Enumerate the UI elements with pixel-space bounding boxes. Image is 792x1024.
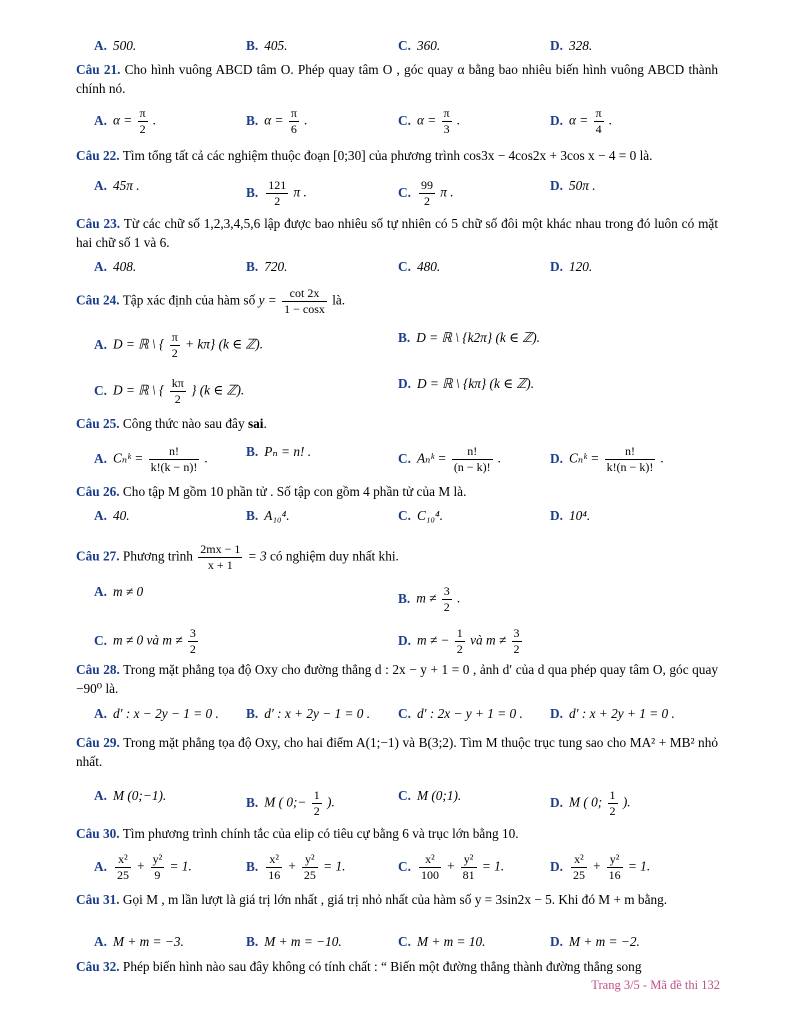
option-a [94, 706, 219, 722]
question-28 [76, 660, 718, 698]
option-letter: B. [246, 38, 259, 53]
option-letter: D. [398, 376, 411, 391]
fraction [608, 788, 618, 819]
option-text: Pₙ = n! . [264, 444, 312, 459]
fraction [571, 852, 587, 883]
option-prefix: M ( 0; [568, 794, 606, 810]
question-suffix: có nghiệm duy nhất khi. [269, 548, 399, 564]
fraction-numerator: x² [266, 852, 282, 868]
option-suffix: . [494, 450, 502, 466]
option-c [398, 444, 501, 475]
option-letter: C. [398, 858, 411, 874]
fraction-denominator: 2 [189, 642, 196, 656]
option-text: M + m = −2. [568, 934, 640, 949]
option-letter: B. [246, 794, 259, 810]
fraction-numerator: 121 [268, 178, 287, 192]
option-letter: A. [94, 178, 107, 193]
option-letter: B. [398, 330, 411, 345]
question-text: Phép biến hình nào sau đây không có tính chất : “ Biến một đường thẳng thành đường thẳng song [122, 959, 642, 974]
option-text: m ≠ 0 [112, 584, 144, 599]
q31-options [94, 934, 718, 954]
question-21 [76, 60, 718, 98]
option-letter: C. [398, 788, 411, 803]
fraction-numerator: 2mx − 1 [200, 542, 241, 556]
option-prefix: Cₙᵏ = [568, 450, 603, 466]
option-c [398, 934, 485, 950]
option-a [94, 38, 136, 54]
option-suffix: . [201, 450, 208, 466]
option-text: D = ℝ \ {k2π} (k ∈ ℤ). [416, 330, 540, 345]
fraction-denominator: 2 [609, 804, 616, 818]
fraction-numerator: π [290, 106, 297, 120]
option-text: M + m = 10. [416, 934, 486, 949]
option-letter: D. [550, 706, 563, 721]
option-text: 328. [568, 38, 593, 53]
option-letter: B. [246, 508, 259, 523]
option-suffix: . [657, 450, 664, 466]
option-a [94, 852, 192, 883]
option-d [550, 259, 592, 275]
option-b [246, 934, 342, 950]
option-prefix: α = [568, 112, 592, 128]
option-letter: A. [94, 508, 107, 523]
fraction-denominator: 16 [268, 868, 281, 882]
option-a [94, 330, 263, 361]
option-c [398, 788, 461, 804]
option-letter: D. [398, 632, 411, 648]
fraction-denominator: 25 [116, 868, 129, 882]
fraction-numerator: n! [149, 444, 200, 460]
fraction-denominator: 4 [595, 122, 602, 136]
option-letter: D. [550, 858, 563, 874]
fraction [419, 178, 435, 209]
fraction [302, 852, 318, 883]
option-letter: A. [94, 706, 107, 721]
page-footer: Trang 3/5 - Mã đề thi 132 [591, 978, 720, 992]
fraction [170, 330, 180, 361]
option-b [398, 330, 540, 346]
option-c [398, 178, 454, 209]
option-suffix: + kπ} (k ∈ ℤ). [181, 336, 264, 352]
option-suffix: π . [290, 184, 307, 200]
option-a [94, 584, 143, 600]
question-24 [76, 286, 718, 317]
option-text: 40. [112, 508, 130, 523]
question-number: Câu 22. [76, 148, 120, 163]
function-fraction [282, 286, 327, 317]
option-letter: D. [550, 38, 563, 53]
plus-sign: + [284, 858, 300, 874]
option-letter: B. [246, 184, 259, 200]
option-text: 408. [112, 259, 137, 274]
question-number: Câu 32. [76, 959, 120, 974]
option-prefix: M ( 0;− [264, 794, 310, 810]
option-d [550, 38, 592, 54]
option-letter: B. [246, 444, 259, 459]
fraction-denominator: 2 [423, 194, 430, 208]
q26-options [94, 508, 718, 528]
fraction-numerator: π [595, 106, 602, 120]
option-a [94, 934, 184, 950]
fraction-denominator: 2 [274, 194, 281, 208]
option-text: 120. [568, 259, 593, 274]
option-text: d′ : x + 2y − 1 = 0 . [264, 706, 371, 721]
option-suffix: . [453, 112, 461, 128]
fraction [452, 444, 493, 475]
option-mid: và m ≠ [466, 632, 510, 648]
option-b [246, 508, 290, 524]
option-c [398, 508, 443, 524]
fraction-denominator: 2 [171, 346, 178, 360]
option-prefix: Aₙᵏ = [416, 450, 450, 466]
question-number: Câu 23. [76, 216, 121, 231]
question-27 [76, 542, 718, 573]
option-letter: D. [550, 112, 563, 128]
option-letter: A. [94, 259, 107, 274]
fraction-denominator: 2 [443, 600, 450, 614]
option-letter: A. [94, 788, 107, 803]
q25-options [94, 444, 718, 474]
question-number: Câu 25. [76, 416, 120, 431]
option-letter: D. [550, 794, 563, 810]
option-letter: B. [398, 590, 411, 606]
option-suffix: ). [323, 794, 335, 810]
fraction-numerator: n! [605, 444, 656, 460]
option-d [550, 508, 590, 524]
fraction-numerator: 99 [420, 178, 433, 192]
option-letter: A. [94, 858, 107, 874]
option-letter: D. [550, 450, 563, 466]
fraction-denominator: 2 [313, 804, 320, 818]
fraction-numerator: y² [152, 852, 163, 866]
option-b [246, 178, 307, 209]
option-text: 10⁴. [568, 508, 591, 523]
option-letter: C. [94, 632, 107, 648]
q28-options [94, 706, 718, 726]
option-text: M + m = −3. [112, 934, 184, 949]
plus-sign: + [588, 858, 605, 874]
equals-one: = 1. [624, 858, 651, 874]
option-a [94, 259, 136, 275]
equals-one: = 1. [478, 858, 505, 874]
plus-sign: + [442, 858, 459, 874]
question-text: Từ các chữ số 1,2,3,4,5,6 lập được bao nhiêu số tự nhiên có 5 chữ số đôi một khác nhau trong đó luôn có mặt hai chữ số 1 và 6. [76, 216, 719, 250]
option-c [94, 626, 200, 657]
option-b [246, 706, 370, 722]
option-letter: B. [246, 934, 259, 949]
question-text: Trong mặt phẳng tọa độ Oxy cho đường thẳng d : 2x − y + 1 = 0 , ảnh d′ của d qua phép quay tâm O, góc quay −90⁰ là. [76, 662, 718, 696]
question-text: Tìm phương trình chính tắc của elip có tiêu cự bằng 6 và trục lớn bằng 10. [122, 826, 519, 841]
option-letter: A. [94, 336, 107, 352]
fraction [442, 584, 452, 615]
q24-options-row1 [94, 330, 718, 360]
option-letter: D. [550, 508, 563, 523]
q22-options [94, 178, 718, 208]
question-32 [76, 957, 718, 976]
question-end: . [263, 416, 267, 431]
question-31 [76, 890, 718, 909]
option-d [550, 788, 631, 819]
option-prefix: α = [416, 112, 440, 128]
option-a [94, 444, 208, 475]
option-prefix: Cₙᵏ = [112, 450, 147, 466]
fraction-numerator: 1 [313, 788, 320, 802]
option-letter: B. [246, 706, 259, 721]
q30-options [94, 852, 718, 882]
fraction [607, 852, 623, 883]
option-text: A₁₀⁴. [264, 508, 290, 523]
function-lhs: y = [258, 292, 281, 308]
option-b [246, 444, 311, 460]
option-text: d′ : 2x − y + 1 = 0 . [416, 706, 523, 721]
option-letter: A. [94, 450, 107, 466]
option-suffix: π . [436, 184, 454, 200]
equation-fraction [198, 542, 242, 573]
option-suffix: . [300, 112, 308, 128]
question-text: Công thức nào sau đây [122, 416, 248, 431]
fraction [151, 852, 165, 883]
fraction-numerator: 3 [443, 584, 450, 598]
option-prefix: α = [112, 112, 136, 128]
option-b [246, 852, 345, 883]
fraction-numerator: x² [419, 852, 441, 868]
option-suffix: ). [619, 794, 631, 810]
fraction-denominator: 16 [608, 868, 621, 882]
fraction-denominator: 6 [290, 122, 297, 136]
option-text: D = ℝ \ {kπ} (k ∈ ℤ). [416, 376, 535, 391]
question-number: Câu 31. [76, 892, 120, 907]
question-26 [76, 482, 718, 501]
option-letter: A. [94, 934, 107, 949]
question-number: Câu 24. [76, 292, 120, 308]
fraction-denominator: (n − k)! [453, 460, 491, 474]
option-b [246, 259, 287, 275]
fraction-numerator: y² [607, 852, 623, 868]
option-d [550, 106, 612, 137]
question-text: Phương trình [122, 548, 197, 564]
option-c [94, 376, 244, 407]
option-d [550, 178, 596, 194]
question-25 [76, 414, 718, 433]
option-letter: C. [398, 508, 411, 523]
question-number: Câu 27. [76, 548, 120, 564]
option-b [398, 584, 460, 615]
q27-options-row1 [94, 584, 718, 614]
option-c [398, 38, 440, 54]
question-text: Tìm tổng tất cả các nghiệm thuộc đoạn [0;30] của phương trình cos3x − 4cos2x + 3cos x − 4 = 0 là. [122, 148, 653, 163]
fraction [312, 788, 322, 819]
option-a [94, 106, 156, 137]
option-prefix: D = ℝ \ { [112, 336, 168, 352]
option-suffix: } (k ∈ ℤ). [187, 382, 245, 398]
fraction-numerator: y² [302, 852, 318, 868]
fraction-denominator: k!(k − n)! [150, 460, 198, 474]
option-b [246, 106, 308, 137]
fraction [605, 444, 656, 475]
option-letter: D. [550, 934, 563, 949]
option-d [550, 444, 664, 475]
q24-options-row2 [94, 376, 718, 406]
fraction-numerator: x² [115, 852, 131, 868]
fraction-denominator: 81 [462, 868, 475, 882]
option-d [398, 376, 534, 392]
option-letter: B. [246, 112, 259, 128]
option-letter: D. [550, 178, 563, 193]
fraction [188, 626, 198, 657]
option-suffix: . [453, 590, 461, 606]
option-text: 480. [416, 259, 441, 274]
fraction [455, 626, 465, 657]
option-letter: C. [398, 184, 411, 200]
fraction-numerator: π [139, 106, 146, 120]
fraction [266, 178, 288, 209]
option-letter: C. [398, 112, 411, 128]
option-a [94, 788, 166, 804]
fraction-numerator: π [443, 106, 450, 120]
option-prefix: m ≠ 0 và m ≠ [112, 632, 186, 648]
equation-rhs: = 3 [244, 548, 270, 564]
option-text: 720. [264, 259, 288, 274]
question-text: Tập xác định của hàm số [122, 292, 259, 308]
option-text: 500. [112, 38, 137, 53]
fraction [266, 852, 282, 883]
fraction [149, 444, 200, 475]
fraction-denominator: 100 [420, 868, 439, 882]
option-prefix: D = ℝ \ { [112, 382, 168, 398]
option-letter: C. [398, 934, 411, 949]
option-text: d′ : x − 2y − 1 = 0 . [112, 706, 219, 721]
fraction [289, 106, 299, 137]
option-d [398, 626, 524, 657]
question-29 [76, 733, 718, 771]
option-prefix: m ≠ [416, 590, 440, 606]
option-letter: A. [94, 584, 107, 599]
question-number: Câu 26. [76, 484, 120, 499]
option-letter: B. [246, 858, 259, 874]
fraction [419, 852, 441, 883]
question-number: Câu 21. [76, 62, 121, 77]
question-30 [76, 824, 718, 843]
option-c [398, 259, 440, 275]
option-a [94, 508, 130, 524]
question-number: Câu 30. [76, 826, 120, 841]
option-suffix: . [605, 112, 613, 128]
fraction-denominator: 25 [572, 868, 585, 882]
equals-one: = 1. [166, 858, 192, 874]
fraction-numerator: 3 [513, 626, 520, 640]
option-text: 50π . [568, 178, 596, 193]
question-22 [76, 146, 718, 165]
fraction-denominator: 1 − cosx [284, 302, 325, 316]
fraction [138, 106, 148, 137]
option-text: M (0;1). [416, 788, 462, 803]
option-text: C₁₀⁴. [416, 508, 443, 523]
fraction [594, 106, 604, 137]
option-text: M (0;−1). [112, 788, 167, 803]
option-letter: C. [398, 450, 411, 466]
option-prefix: α = [264, 112, 287, 128]
fraction-numerator: 1 [456, 626, 463, 640]
q27-options-row2 [94, 626, 718, 656]
option-c [398, 706, 523, 722]
option-letter: C. [398, 259, 411, 274]
fraction-denominator: 25 [303, 868, 316, 882]
q23-options [94, 259, 718, 279]
fraction-numerator: cot 2x [282, 286, 327, 302]
fraction [461, 852, 477, 883]
fraction-numerator: x² [571, 852, 587, 868]
q20-options [94, 38, 718, 58]
option-d [550, 706, 675, 722]
fraction-numerator: y² [461, 852, 477, 868]
option-letter: A. [94, 112, 107, 128]
fraction [170, 376, 186, 407]
fraction-denominator: 2 [513, 642, 520, 656]
option-text: M + m = −10. [264, 934, 342, 949]
option-text: 45π . [112, 178, 140, 193]
equals-one: = 1. [319, 858, 346, 874]
question-number: Câu 29. [76, 735, 120, 750]
option-letter: C. [94, 382, 107, 398]
option-text: 405. [264, 38, 288, 53]
option-letter: D. [550, 259, 563, 274]
question-text: Cho hình vuông ABCD tâm O. Phép quay tâm O , góc quay α bằng bao nhiêu biến hình vuông ABCD thành chính nó. [76, 62, 718, 96]
question-23 [76, 214, 718, 252]
option-c [398, 106, 460, 137]
fraction-denominator: 2 [139, 122, 146, 136]
fraction-denominator: 2 [456, 642, 463, 656]
option-text: d′ : x + 2y + 1 = 0 . [568, 706, 675, 721]
option-suffix: . [149, 112, 157, 128]
question-text: Gọi M , m lần lượt là giá trị lớn nhất , giá trị nhỏ nhất của hàm số y = 3sin2x − 5. Khi đó M + m bằng. [122, 892, 668, 907]
fraction [115, 852, 131, 883]
option-letter: A. [94, 38, 107, 53]
plus-sign: + [132, 858, 149, 874]
fraction [512, 626, 522, 657]
option-c [398, 852, 504, 883]
fraction-denominator: x + 1 [207, 558, 233, 572]
option-d [550, 934, 640, 950]
question-emphasis: sai [247, 416, 264, 431]
fraction-denominator: 3 [443, 122, 450, 136]
option-letter: C. [398, 38, 411, 53]
option-b [246, 788, 335, 819]
option-b [246, 38, 287, 54]
option-a [94, 178, 140, 194]
fraction-numerator: 3 [189, 626, 196, 640]
option-letter: C. [398, 706, 411, 721]
fraction [442, 106, 452, 137]
question-text: Cho tập M gồm 10 phần tử . Số tập con gồm 4 phần tử của M là. [122, 484, 467, 499]
question-suffix: là. [328, 292, 346, 308]
fraction-numerator: n! [452, 444, 493, 460]
q21-options [94, 106, 718, 136]
fraction-numerator: kπ [171, 376, 184, 390]
option-d [550, 852, 650, 883]
option-letter: B. [246, 259, 259, 274]
option-text: 360. [416, 38, 441, 53]
fraction-denominator: k!(n − k)! [606, 460, 654, 474]
q29-options [94, 788, 718, 818]
question-number: Câu 28. [76, 662, 120, 677]
fraction-denominator: 9 [154, 868, 161, 882]
fraction-numerator: π [171, 330, 178, 344]
fraction-numerator: 1 [609, 788, 616, 802]
question-text: Trong mặt phẳng tọa độ Oxy, cho hai điểm A(1;−1) và B(3;2). Tìm M thuộc trục tung sao cho MA² + MB² nhỏ nhất. [76, 735, 719, 769]
option-prefix: m ≠ − [416, 632, 453, 648]
fraction-denominator: 2 [174, 392, 181, 406]
